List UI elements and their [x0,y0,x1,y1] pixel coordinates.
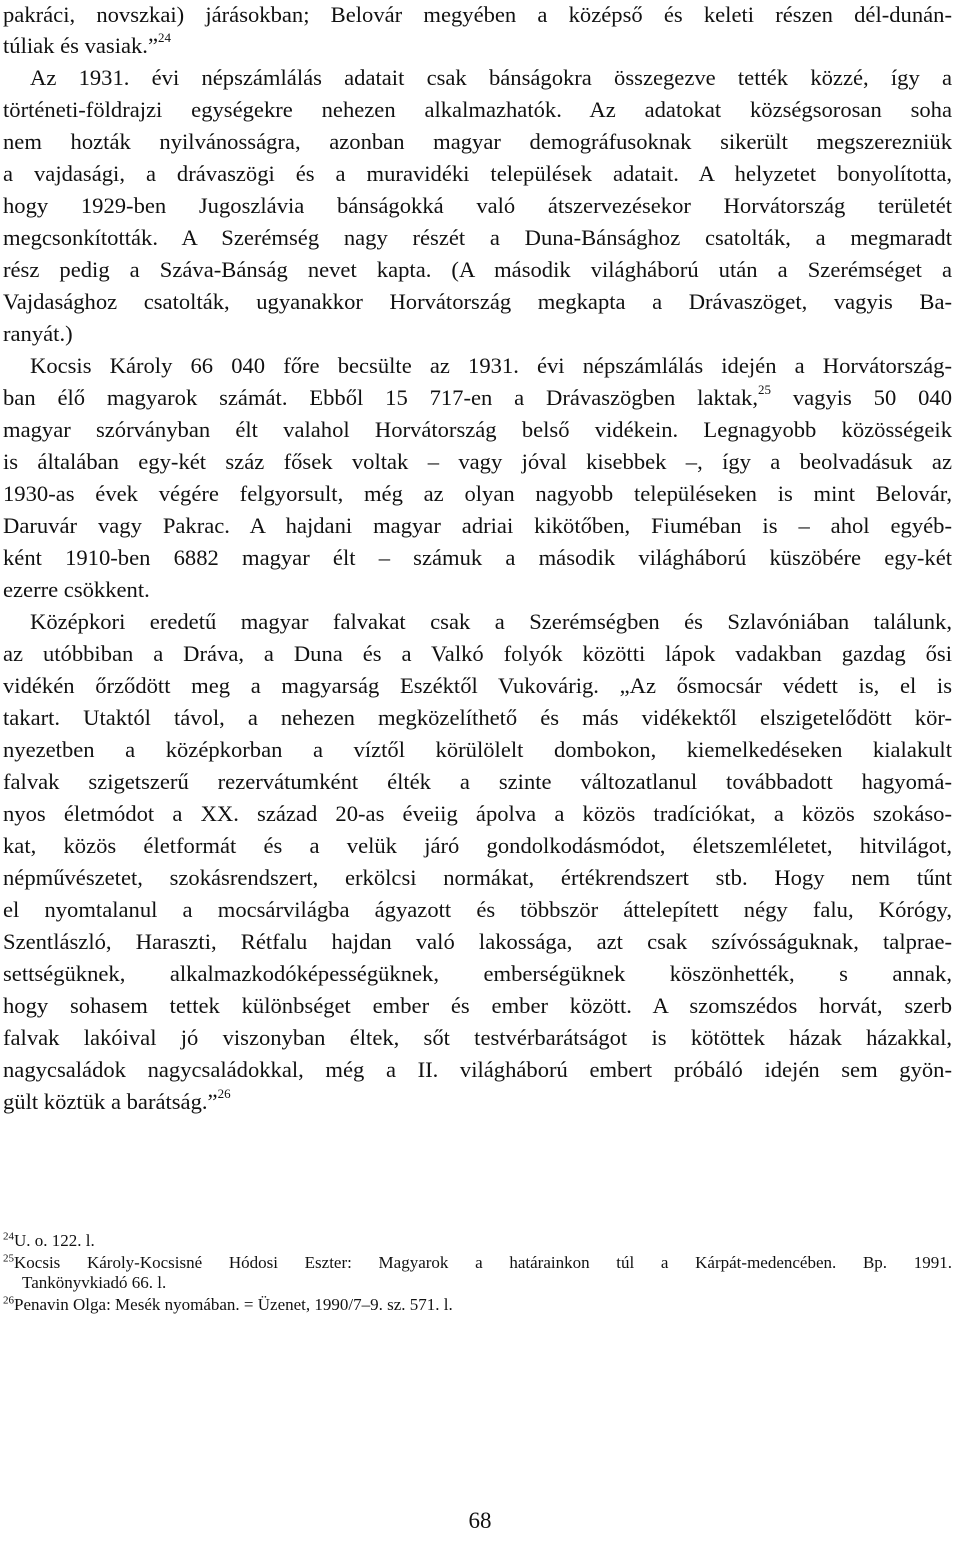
footnote-ref: 26 [217,1086,231,1102]
body-line: vidékén őrződött meg a magyarság Eszéktől Vukovárig. „Az ősmocsár védett is, el is [3,673,952,698]
body-line: a vajdasági, a drávaszögi és a muravidéki települések adatait. A helyzetet bonyolította, [3,161,952,186]
body-line: nem hozták nyilvánosságra, azonban magyar demográfusoknak sikerült megszerezniük [3,129,952,154]
body-line: Kocsis Károly 66 040 főre becsülte az 1931. évi népszámlálás idején a Horvátország- [30,353,952,378]
body-line: Az 1931. évi népszámlálás adatait csak bánságokra összegezve tették közzé, így a [30,65,952,90]
body-line: rész pedig a Száva-Bánság nevet kapta. (A második világháború után a Szerémséget a [3,257,952,282]
body-line: magyar szórványban élt valahol Horvátország belső vidékein. Legnagyobb közösségeik [3,417,952,442]
body-line: hogy sohasem tettek különbséget ember és ember között. A szomszédos horvát, szerb [3,993,952,1018]
body-line: gült köztük a barátság.”$^{26}$ [3,1086,231,1114]
body-line: történeti-földrajzi egységekre nehezen alkalmazhatók. Az adatokat községsorosan soha [3,97,952,122]
body-line: nagycsaládok nagycsaládokkal, még a II. világháború embert próbáló idején sem gyön- [3,1057,952,1082]
body-line: ezerre csökkent. [3,577,150,602]
body-line: megcsonkították. A Szerémség nagy részét a Duna-Bánsághoz csatolták, a megmaradt [3,225,952,250]
body-line: falvak szigetszerű rezervátumként élték a szinte változatlanul továbbadott hagyomá- [3,769,952,794]
body-line: Vajdasághoz csatolták, ugyanakkor Horvátország megkapta a Drávaszöget, vagyis Ba- [3,289,952,314]
body-line: hogy 1929-ben Jugoszlávia bánságokká való átszervezésekor Horvátország területét [3,193,952,218]
body-line: az utóbbiban a Dráva, a Duna és a Valkó folyók közötti lápok vadakban gazdag ősi [3,641,952,666]
body-line: el nyomtalanul a mocsárvilágba ágyazott és többször áttelepített négy falu, Kórógy, [3,897,952,922]
body-line: ként 1910-ben 6882 magyar élt – számuk a második világháború küszöbére egy-két [3,545,952,570]
body-line: túliak és vasiak.”$^{24}$ [3,30,171,58]
footnote-mark: 24 [3,1230,14,1243]
body-line: Daruvár vagy Pakrac. A hajdani magyar adriai kikötőben, Fiuméban is – ahol egyéb- [3,513,952,538]
body-line: Középkori eredetű magyar falvakat csak a Szerémségben és Szlavóniában találunk, [30,609,952,634]
footnote-25-continuation: Tankönyvkiadó 66. l. [22,1273,167,1292]
body-line: 1930-as évek végére felgyorsult, még az olyan nagyobb településeken is mint Belovár, [3,481,952,506]
body-line: settségüknek, alkalmazkodóképességüknek, emberségüknek köszönhették, s annak, [3,961,952,986]
footnote-24: $^{24}$U. o. 122. l. [3,1230,95,1250]
body-line: népművészetet, szokásrendszert, erkölcsi normákat, értékrendszert stb. Hogy nem tűnt [3,865,952,890]
body-line: takart. Utaktól távol, a nehezen megközelíthető és más vidékektől elszigetelődött kör- [3,705,952,730]
footnote-ref: 24 [157,30,171,46]
body-line: kat, közös életformát és a velük járó gondolkodásmódot, életszemléletet, hitvilágot, [3,833,952,858]
footnote-25: $^{25}$Kocsis Károly-Kocsisné Hódosi Eszter: Magyarok a határainkon túl a Kárpát-medencében. Bp. 1991. [3,1252,952,1272]
footnote-mark: 25 [3,1252,14,1265]
body-line: ban élő magyarok számát. Ebből 15 717-en a Drávaszögben laktak,$^{25}$ vagyis 50 040 [3,382,952,410]
body-line: pakráci, novszkai) járásokban; Belovár megyében a középső és keleti részen dél-dunán- [3,2,952,27]
body-line: falvak lakóival jó viszonyban éltek, sőt testvérbarátságot is kötöttek házak házakkal, [3,1025,952,1050]
body-line: nyezetben a középkorban a víztől körülölelt dombokon, kiemelkedéseken kialakult [3,737,952,762]
footnote-ref: 25 [757,382,771,398]
footnote-mark: 26 [3,1294,14,1307]
body-line: nyos életmódot a XX. század 20-as éveiig ápolva a közös tradíciókat, a közös szokáso- [3,801,952,826]
body-line: Szentlászló, Haraszti, Rétfalu hajdan való lakossága, azt csak szívósságuknak, talprae- [3,929,952,954]
body-line: is általában egy-két száz fősek voltak – vagy jóval kisebbek –, így a beolvadásuk az [3,449,952,474]
body-line: ranyát.) [3,321,73,346]
page-number: 68 [468,1508,492,1533]
footnote-26: $^{26}$Penavin Olga: Mesék nyomában. = Üzenet, 1990/7–9. sz. 571. l. [3,1294,453,1314]
